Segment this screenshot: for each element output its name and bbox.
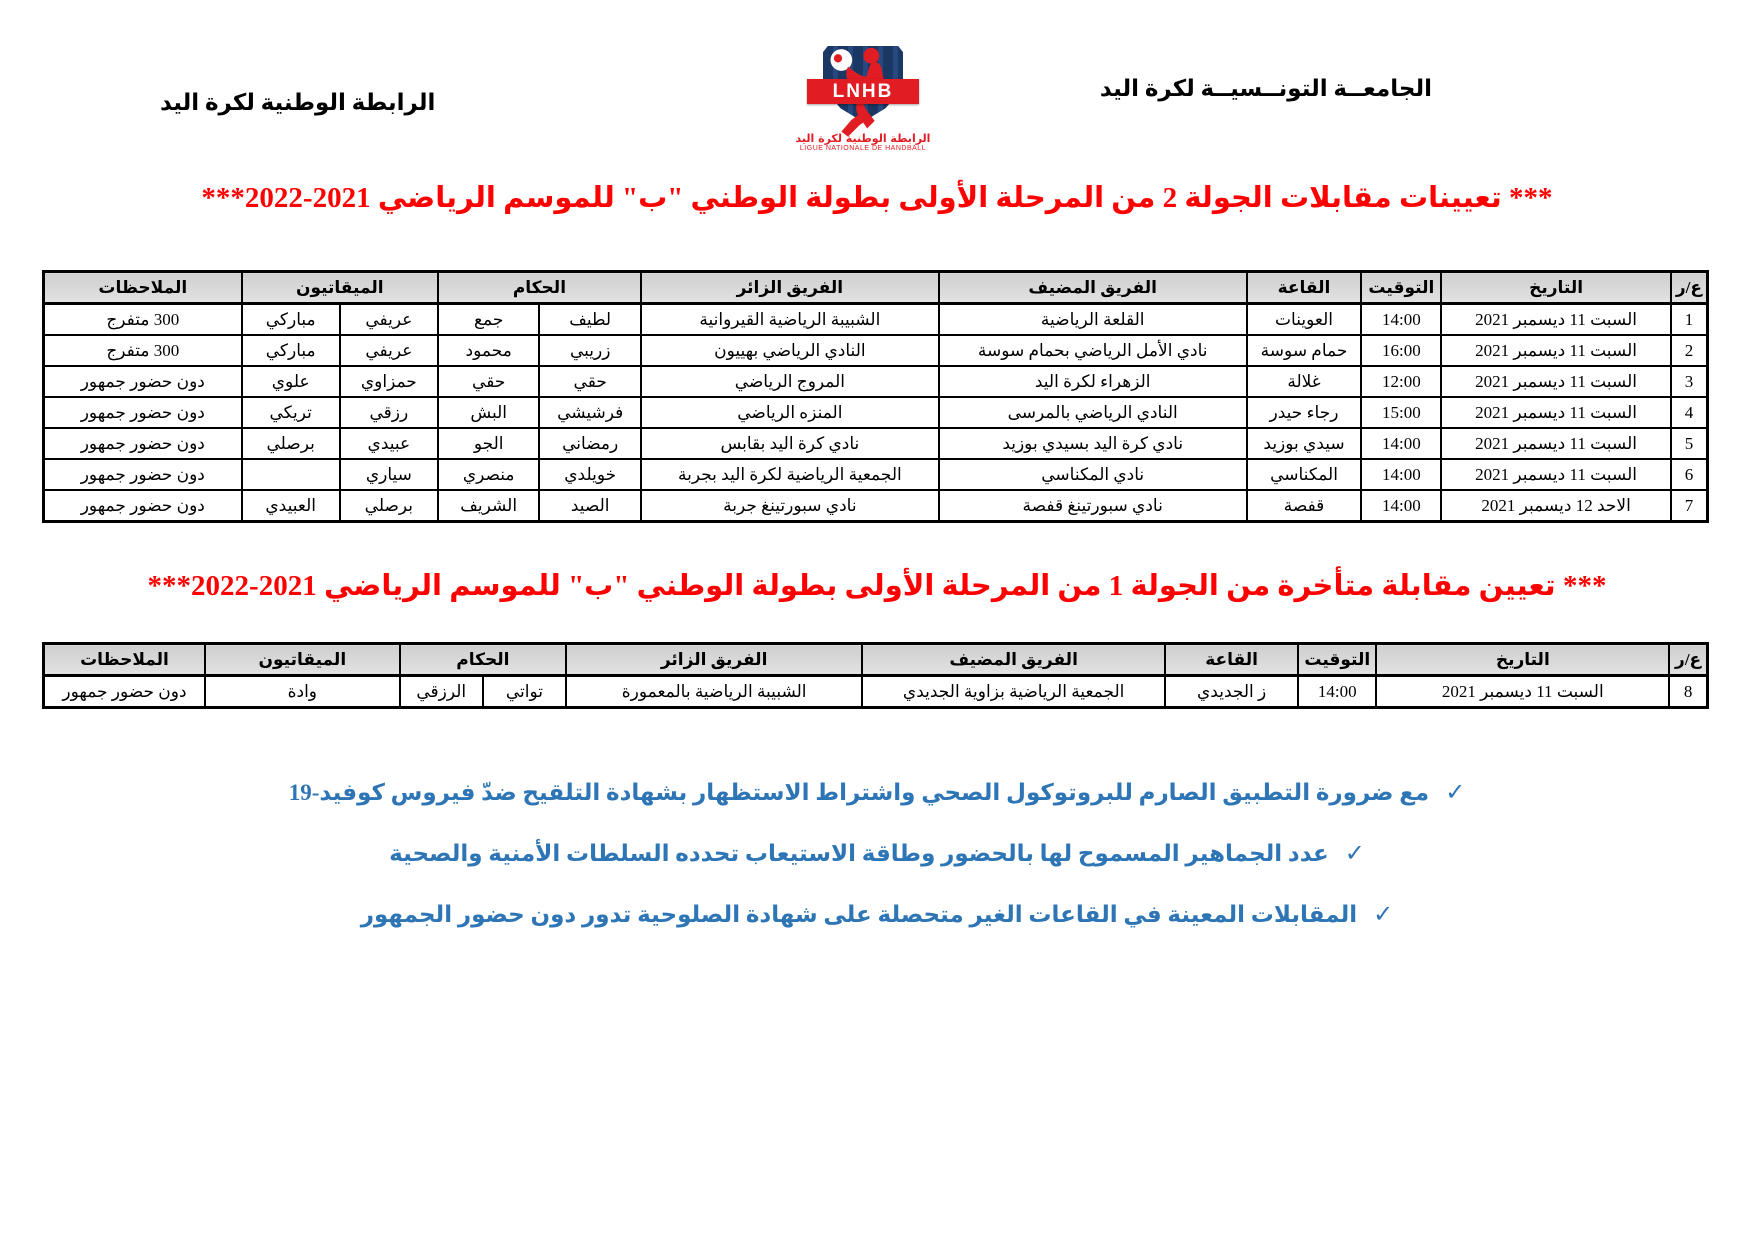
match-row — [44, 459, 1708, 490]
match-time: 14:00 — [1361, 490, 1441, 522]
match-time: 14:00 — [1361, 459, 1441, 490]
visitor-team: نادي سبورتينغ جربة — [641, 490, 939, 522]
match-date: السبت 11 ديسمبر 2021 — [1376, 676, 1669, 708]
logo-caption-french: LIGUE NATIONALE DE HANDBALL — [799, 145, 927, 152]
visitor-team: الجمعية الرياضية لكرة اليد بجربة — [641, 459, 939, 490]
match-number: 8 — [1669, 676, 1707, 708]
col-host-team: الفريق المضيف — [939, 272, 1247, 304]
match-row — [44, 676, 1708, 708]
check-icon: ✓ — [1445, 780, 1466, 806]
footer-notes — [0, 778, 1754, 961]
match-notes: 300 متفرج — [44, 304, 242, 336]
match-row — [44, 335, 1708, 366]
late-match-table — [42, 642, 1709, 709]
col-visitor-team: الفريق الزائر — [566, 644, 862, 676]
referee-1: زريبي — [539, 335, 641, 366]
match-hall: حمام سوسة — [1247, 335, 1362, 366]
match-time: 14:00 — [1361, 428, 1441, 459]
col-timekeepers: الميقاتيون — [242, 272, 438, 304]
match-hall: المكناسي — [1247, 459, 1362, 490]
col-notes: الملاحظات — [44, 272, 242, 304]
visitor-team: نادي كرة اليد بقابس — [641, 428, 939, 459]
timekeeper-1: برصلي — [340, 490, 438, 522]
referee-2: البش — [438, 397, 540, 428]
col-hall: القاعة — [1165, 644, 1298, 676]
match-date: السبت 11 ديسمبر 2021 — [1441, 459, 1671, 490]
match-date: السبت 11 ديسمبر 2021 — [1441, 304, 1671, 336]
host-team: نادي الأمل الرياضي بحمام سوسة — [939, 335, 1247, 366]
match-time: 15:00 — [1361, 397, 1441, 428]
referee-2: الشريف — [438, 490, 540, 522]
match-time: 14:00 — [1298, 676, 1376, 708]
late-match-table-wrap — [42, 642, 1709, 709]
visitor-team: النادي الرياضي بهييون — [641, 335, 939, 366]
visitor-team: المنزه الرياضي — [641, 397, 939, 428]
match-time: 12:00 — [1361, 366, 1441, 397]
note-line — [0, 778, 1754, 807]
table-header-row — [44, 272, 1708, 304]
match-hall: غلالة — [1247, 366, 1362, 397]
visitor-team: الشبيبة الرياضية بالمعمورة — [566, 676, 862, 708]
timekeeper-2: برصلي — [242, 428, 340, 459]
referee-2: حقي — [438, 366, 540, 397]
match-notes: 300 متفرج — [44, 335, 242, 366]
col-host-team: الفريق المضيف — [862, 644, 1165, 676]
host-team: النادي الرياضي بالمرسى — [939, 397, 1247, 428]
section2-title: *** تعيين مقابلة متأخرة من الجولة 1 من المرحلة الأولى بطولة الوطني "ب" للموسم الرياضي 2021-2022*** — [147, 570, 1607, 602]
col-timekeepers: الميقاتيون — [205, 644, 400, 676]
match-time: 16:00 — [1361, 335, 1441, 366]
host-team: الجمعية الرياضية بزاوية الجديدي — [862, 676, 1165, 708]
match-number: 3 — [1671, 366, 1708, 397]
match-number: 1 — [1671, 304, 1708, 336]
note-text: مع ضرورة التطبيق الصارم للبروتوكول الصحي واشتراط الاستظهار بشهادة التلقيح ضدّ فيروس كوفيد-19 — [288, 780, 1430, 805]
match-date: السبت 11 ديسمبر 2021 — [1441, 366, 1671, 397]
check-icon: ✓ — [1344, 841, 1365, 867]
match-notes: دون حضور جمهور — [44, 490, 242, 522]
match-row — [44, 304, 1708, 336]
col-time: التوقيت — [1298, 644, 1376, 676]
timekeeper: وادة — [205, 676, 400, 708]
col-number: ع/ر — [1671, 272, 1708, 304]
referee-2: منصري — [438, 459, 540, 490]
referee-1: فرشيشي — [539, 397, 641, 428]
visitor-team: الشبيبة الرياضية القيروانية — [641, 304, 939, 336]
match-notes: دون حضور جمهور — [44, 459, 242, 490]
col-visitor-team: الفريق الزائر — [641, 272, 939, 304]
note-line — [0, 839, 1754, 868]
referee-1: تواتي — [483, 676, 566, 708]
timekeeper-2: العبيدي — [242, 490, 340, 522]
check-icon: ✓ — [1373, 902, 1394, 928]
match-row — [44, 490, 1708, 522]
timekeeper-1: عريفي — [340, 304, 438, 336]
section1-title: *** تعيينات مقابلات الجولة 2 من المرحلة الأولى بطولة الوطني "ب" للموسم الرياضي 2021-2022*** — [201, 182, 1553, 214]
col-hall: القاعة — [1247, 272, 1362, 304]
match-date: السبت 11 ديسمبر 2021 — [1441, 428, 1671, 459]
match-row — [44, 428, 1708, 459]
match-hall: قفصة — [1247, 490, 1362, 522]
timekeeper-2 — [242, 459, 340, 490]
col-date: التاريخ — [1441, 272, 1671, 304]
match-number: 5 — [1671, 428, 1708, 459]
match-row — [44, 366, 1708, 397]
host-team: نادي المكناسي — [939, 459, 1247, 490]
col-number: ع/ر — [1669, 644, 1707, 676]
round2-assignments-table-wrap — [42, 270, 1709, 523]
col-referees: الحكام — [400, 644, 566, 676]
lnhb-logo — [777, 46, 949, 152]
match-notes: دون حضور جمهور — [44, 676, 205, 708]
match-number: 7 — [1671, 490, 1708, 522]
timekeeper-1: حمزاوي — [340, 366, 438, 397]
match-hall: سيدي بوزيد — [1247, 428, 1362, 459]
timekeeper-2: مباركي — [242, 335, 340, 366]
referee-1: رمضاني — [539, 428, 641, 459]
referee-1: خويلدي — [539, 459, 641, 490]
league-name: الرابطة الوطنية لكرة اليد — [160, 90, 436, 115]
match-hall: العوينات — [1247, 304, 1362, 336]
timekeeper-1: سياري — [340, 459, 438, 490]
referee-1: الصيد — [539, 490, 641, 522]
match-number: 2 — [1671, 335, 1708, 366]
match-hall: ز الجديدي — [1165, 676, 1298, 708]
round2-assignments-table — [42, 270, 1709, 523]
host-team: نادي سبورتينغ قفصة — [939, 490, 1247, 522]
note-text: عدد الجماهير المسموح لها بالحضور وطاقة الاستيعاب تحدده السلطات الأمنية والصحية — [389, 841, 1329, 866]
timekeeper-2: تريكي — [242, 397, 340, 428]
host-team: الزهراء لكرة اليد — [939, 366, 1247, 397]
col-date: التاريخ — [1376, 644, 1669, 676]
logo-acronym: LNHB — [807, 79, 919, 104]
timekeeper-1: عريفي — [340, 335, 438, 366]
referee-2: الجو — [438, 428, 540, 459]
host-team: القلعة الرياضية — [939, 304, 1247, 336]
match-time: 14:00 — [1361, 304, 1441, 336]
match-row — [44, 397, 1708, 428]
referee-2: جمع — [438, 304, 540, 336]
match-number: 4 — [1671, 397, 1708, 428]
table-header-row — [44, 644, 1708, 676]
col-referees: الحكام — [438, 272, 641, 304]
referee-1: حقي — [539, 366, 641, 397]
timekeeper-1: عبيدي — [340, 428, 438, 459]
federation-name: الجامعــة التونــسيــة لكرة اليد — [1099, 76, 1432, 101]
logo-caption-arabic: الرابطة الوطنية لكرة اليد — [795, 132, 931, 145]
col-notes: الملاحظات — [44, 644, 205, 676]
visitor-team: المروج الرياضي — [641, 366, 939, 397]
timekeeper-1: رزقي — [340, 397, 438, 428]
match-number: 6 — [1671, 459, 1708, 490]
match-date: السبت 11 ديسمبر 2021 — [1441, 335, 1671, 366]
referee-1: لطيف — [539, 304, 641, 336]
referee-2: الرزقي — [400, 676, 483, 708]
match-date: الاحد 12 ديسمبر 2021 — [1441, 490, 1671, 522]
match-notes: دون حضور جمهور — [44, 397, 242, 428]
match-notes: دون حضور جمهور — [44, 366, 242, 397]
note-line — [0, 900, 1754, 929]
timekeeper-2: علوي — [242, 366, 340, 397]
timekeeper-2: مباركي — [242, 304, 340, 336]
col-time: التوقيت — [1361, 272, 1441, 304]
referee-2: محمود — [438, 335, 540, 366]
host-team: نادي كرة اليد بسيدي بوزيد — [939, 428, 1247, 459]
match-hall: رجاء حيدر — [1247, 397, 1362, 428]
note-text: المقابلات المعينة في القاعات الغير متحصلة على شهادة الصلوحية تدور دون حضور الجمهور — [360, 902, 1358, 927]
match-notes: دون حضور جمهور — [44, 428, 242, 459]
match-date: السبت 11 ديسمبر 2021 — [1441, 397, 1671, 428]
